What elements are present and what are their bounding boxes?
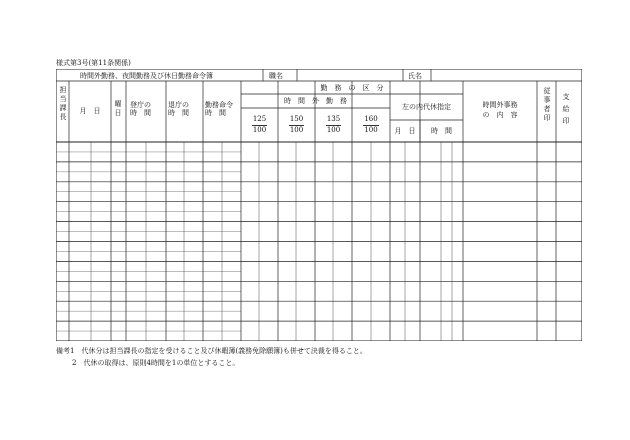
weekday-header: 曜 日 [114, 100, 122, 117]
arrival-time-header: 登庁の 時 間 [130, 101, 151, 117]
supervisor-header: 担 当 課 長 [59, 86, 67, 121]
rate-125-100: 125 100 [252, 115, 267, 134]
position-label: 職名 [269, 72, 283, 80]
name-label: 氏名 [408, 72, 422, 80]
compensatory-leave-header: 左の内代休指定 [402, 103, 451, 111]
month-day-header: 月 日 [79, 107, 101, 115]
comp-month-day-header: 月 日 [394, 127, 416, 135]
work-category-header: 勤 務 の 区 分 [320, 84, 384, 92]
overtime-order-ledger-table [56, 69, 582, 341]
overtime-header: 時 間 外 勤 務 [284, 97, 347, 105]
remark-2: 2 代休の取得は、原則4時間を1の単位とすること。 [72, 359, 240, 367]
overtime-content-header: 時間外事務 の 内 容 [482, 101, 518, 119]
rate-150-100: 150 100 [289, 115, 304, 134]
rate-135-100: 135 100 [326, 115, 341, 134]
comp-hours-header: 時 間 [431, 127, 452, 135]
ledger-title: 時間外勤務、夜間勤務及び休日勤務命令簿 [80, 72, 213, 80]
ordered-hours-header: 勤務命令 時 間 [205, 101, 233, 117]
remark-1: 備考1 代休分は担当課長の指定を受けること及び休暇簿(義務免除願簿)も併せて決裁を得ること。 [56, 347, 367, 355]
remarks [56, 345, 367, 369]
departure-time-header: 退庁の 時 間 [168, 101, 189, 117]
worker-seal-header: 従 事 者 印 [543, 87, 551, 122]
rate-160-100: 160 100 [364, 115, 378, 134]
form-number-label: 様式第3号(第11条関係) [56, 59, 131, 67]
payment-seal-header: 支 給 印 [562, 93, 570, 125]
